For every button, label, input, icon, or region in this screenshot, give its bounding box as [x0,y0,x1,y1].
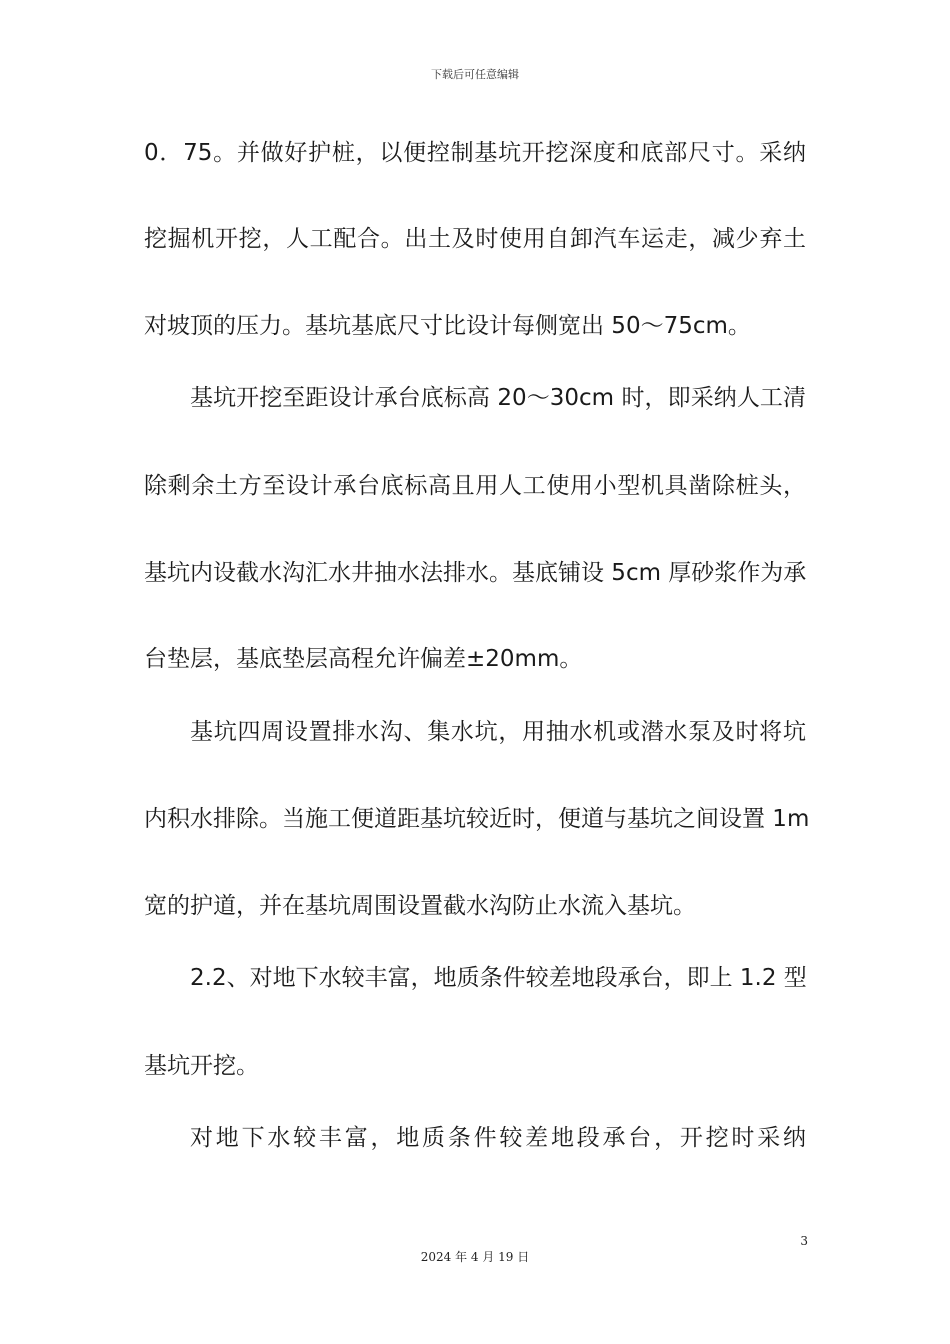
body-line: 2.2、对地下水较丰富，地质条件较差地段承台，即上 1.2 型 [190,965,807,991]
page-number: 3 [800,1234,808,1248]
body-line: 基坑开挖至距设计承台底标高 20～30cm 时，即采纳人工清 [190,385,806,411]
body-line: 内积水排除。当施工便道距基坑较近时，便道与基坑之间设置 1m [144,806,810,832]
body-line: 宽的护道，并在基坑周围设置截水沟防止水流入基坑。 [144,893,696,919]
body-line: 对坡顶的压力。基坑基底尺寸比设计每侧宽出 50～75cm。 [144,313,751,339]
body-line: 基坑内设截水沟汇水井抽水法排水。基底铺设 5cm 厚砂浆作为承 [144,560,807,586]
body-line: 除剩余土方至设计承台底标高且用人工使用小型机具凿除桩头， [144,473,806,499]
body-line: 挖掘机开挖，人工配合。出土及时使用自卸汽车运走，减少弃土 [144,226,806,252]
body-line: 台垫层，基底垫层高程允许偏差±20mm。 [144,646,583,672]
body-line: 基坑四周设置排水沟、集水坑，用抽水机或潜水泵及时将坑 [190,719,806,745]
body-line: 0．75。并做好护桩，以便控制基坑开挖深度和底部尺寸。采纳 [144,140,806,166]
page-footer-date: 2024 年 4 月 19 日 [420,1250,530,1264]
page-header: 下载后可任意编辑 [431,68,519,81]
body-line: 对地下水较丰富，地质条件较差地段承台，开挖时采纳 [190,1125,806,1151]
body-line: 基坑开挖。 [144,1053,259,1079]
